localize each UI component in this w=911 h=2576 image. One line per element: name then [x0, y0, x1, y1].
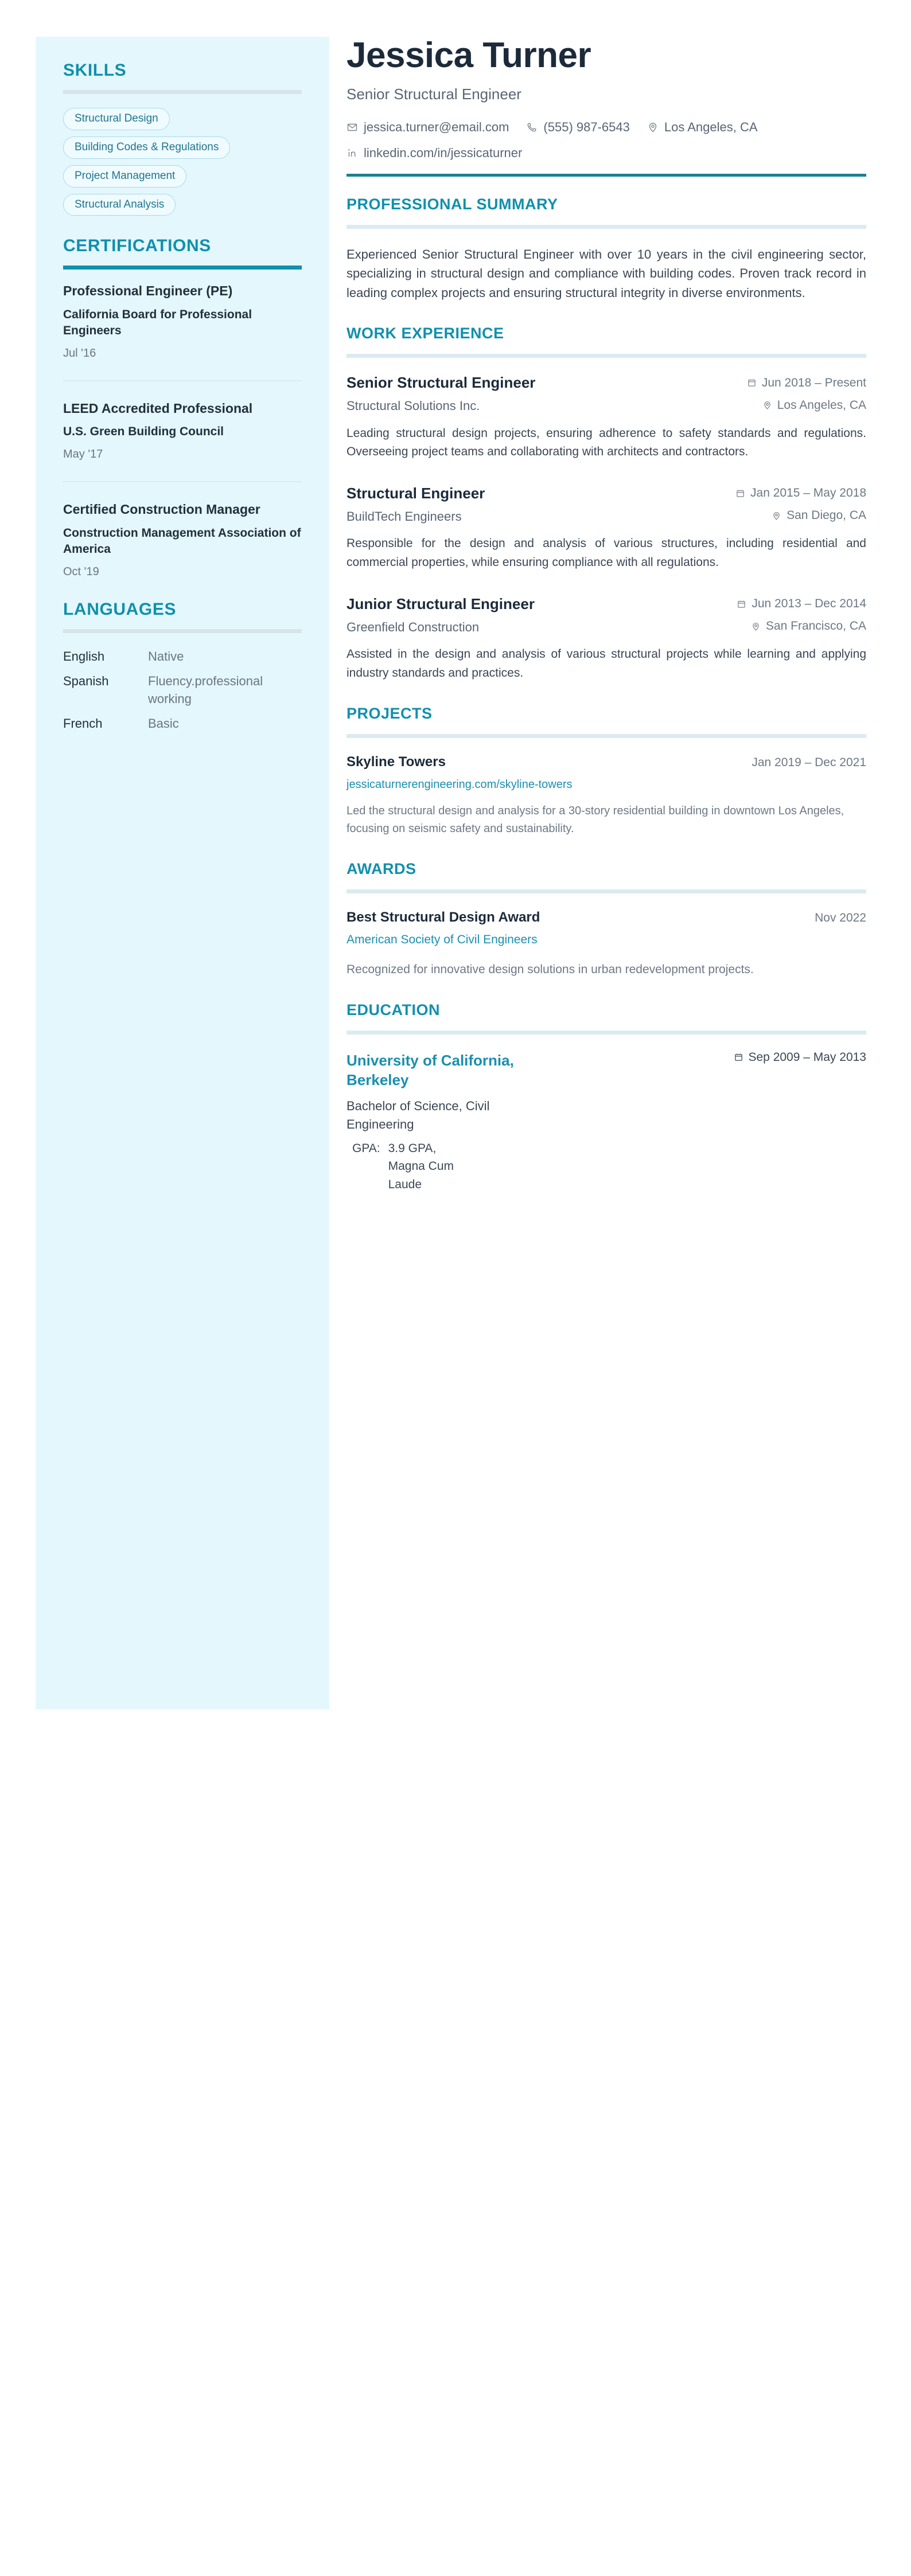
work-entry-subheader: [347, 398, 866, 414]
award-organization[interactable]: American Society of Civil Engineers: [347, 933, 538, 947]
award-entry: [347, 910, 866, 979]
location-pin-icon: [772, 511, 781, 521]
award-description: Recognized for innovative design solutions in urban redevelopment projects.: [347, 962, 754, 976]
certification-item: [63, 501, 302, 579]
contact-row-primary: [347, 119, 866, 136]
location-pin-icon: [751, 622, 761, 631]
work-entry-header: [347, 485, 866, 502]
work-location-text: San Diego, CA: [787, 509, 866, 522]
linkedin-icon: [347, 147, 358, 159]
languages-heading: LANGUAGES: [63, 600, 177, 619]
work-description: Responsible for the design and analysis of various structures, including residential and commercial properties, while ensuring compliance with all regulations.: [347, 537, 866, 569]
education-section: [347, 1002, 866, 1193]
education-school[interactable]: University of California, Berkeley: [347, 1051, 514, 1089]
summary-section: [347, 196, 866, 302]
awards-section: [347, 861, 866, 979]
language-item: [63, 715, 302, 732]
certification-date: Jul '16: [63, 346, 96, 360]
calendar-icon: [737, 599, 746, 609]
awards-heading: AWARDS: [347, 860, 416, 877]
work-dates-text: Jun 2013 – Dec 2014: [752, 597, 866, 611]
certification-issuer: U.S. Green Building Council: [63, 425, 224, 439]
calendar-icon: [747, 378, 757, 388]
work-job-title: Structural Engineer: [347, 484, 485, 502]
work-company: Structural Solutions Inc.: [347, 399, 480, 413]
work-location: [772, 509, 866, 522]
work-location-text: Los Angeles, CA: [777, 398, 866, 412]
work-entry-subheader: [347, 509, 866, 525]
skill-pill: Building Codes & Regulations: [63, 136, 230, 159]
work-dates-text: Jun 2018 – Present: [761, 376, 866, 389]
education-heading: EDUCATION: [347, 1001, 440, 1019]
work-dates: [735, 486, 866, 500]
certification-date: May '17: [63, 448, 103, 461]
certifications-list: [63, 282, 302, 579]
work-entry: [347, 485, 866, 572]
language-name: Spanish: [63, 674, 109, 689]
education-degree: Bachelor of Science, Civil Engineering: [347, 1099, 490, 1131]
sidebar: [36, 37, 329, 1709]
projects-divider: [347, 734, 866, 738]
skill-pill: Project Management: [63, 165, 186, 188]
education-dates-text: Sep 2009 – May 2013: [748, 1050, 866, 1064]
work-company: BuildTech Engineers: [347, 509, 462, 524]
projects-section: [347, 705, 866, 837]
project-dates-text: Jan 2019 – Dec 2021: [752, 756, 866, 770]
language-level: Fluency.professional working: [148, 674, 263, 706]
work-job-title: Junior Structural Engineer: [347, 595, 535, 612]
contact-location: [647, 119, 758, 136]
awards-divider: [347, 889, 866, 893]
award-date: [815, 911, 866, 925]
work-description: Leading structural design projects, ensuring adherence to safety standards and regulations. Overseeing project teams and collaborating with architects and contractors.: [347, 426, 866, 459]
work-entry-header: [347, 374, 866, 392]
work-location: [751, 619, 866, 633]
work-dates: [747, 376, 866, 390]
languages-divider: [63, 629, 302, 633]
summary-divider: [347, 225, 866, 229]
calendar-icon: [735, 489, 745, 498]
languages-list: [63, 648, 302, 732]
envelope-icon: [347, 122, 358, 133]
certification-issuer: California Board for Professional Engineers: [63, 307, 252, 337]
contact-phone-text: (555) 987-6543: [543, 120, 630, 135]
project-entry-header: [347, 754, 866, 771]
award-entry-header: [347, 910, 866, 926]
certification-item: [63, 282, 302, 381]
certifications-heading: CERTIFICATIONS: [63, 236, 211, 256]
education-gpa-value: 3.9 GPA, Magna Cum Laude: [388, 1141, 454, 1191]
work-entry: [347, 595, 866, 683]
work-heading: WORK EXPERIENCE: [347, 325, 504, 342]
work-entry-header: [347, 595, 866, 613]
candidate-name: Jessica Turner: [347, 36, 591, 75]
education-divider: [347, 1031, 866, 1035]
certification-name: LEED Accredited Professional: [63, 400, 253, 416]
work-divider: [347, 354, 866, 358]
language-level: Native: [148, 649, 184, 664]
skills-section: [63, 61, 302, 216]
work-entry: [347, 374, 866, 462]
education-gpa-row: [347, 1139, 866, 1194]
certifications-divider: [63, 266, 302, 270]
project-title: Skyline Towers: [347, 754, 446, 770]
work-dates-text: Jan 2015 – May 2018: [750, 486, 866, 500]
award-date-text: Nov 2022: [815, 911, 866, 924]
certification-issuer: Construction Management Association of America: [63, 526, 301, 556]
contact-phone[interactable]: [526, 119, 629, 136]
skill-pill: Structural Analysis: [63, 194, 176, 216]
language-name: French: [63, 716, 103, 731]
language-level: Basic: [148, 716, 179, 731]
contact-linkedin[interactable]: [347, 145, 522, 162]
work-job-title: Senior Structural Engineer: [347, 374, 536, 392]
contact-email[interactable]: [347, 119, 509, 136]
project-dates: [752, 756, 866, 770]
main-column: [347, 37, 866, 1216]
project-link[interactable]: jessicaturnerengineering.com/skyline-towers: [347, 778, 573, 791]
work-entry-subheader: [347, 619, 866, 635]
contact-email-text: jessica.turner@email.com: [364, 120, 509, 135]
contact-location-text: Los Angeles, CA: [664, 120, 758, 135]
summary-heading: PROFESSIONAL SUMMARY: [347, 196, 558, 213]
certification-name: Certified Construction Manager: [63, 502, 260, 517]
projects-heading: PROJECTS: [347, 705, 433, 723]
calendar-icon: [734, 1052, 743, 1062]
skill-pill: Structural Design: [63, 108, 170, 130]
education-entry: [347, 1051, 866, 1193]
location-pin-icon: [762, 400, 772, 410]
skills-heading: SKILLS: [63, 61, 127, 80]
language-item: [63, 648, 302, 665]
work-location-text: San Francisco, CA: [765, 619, 866, 633]
award-title: Best Structural Design Award: [347, 909, 540, 925]
certifications-section: [63, 236, 302, 579]
project-description: Led the structural design and analysis for a 30-story residential building in downtown Los Angeles, focusing on seismic safety and sustainability.: [347, 804, 844, 835]
language-name: English: [63, 649, 105, 664]
project-entry: [347, 754, 866, 838]
phone-icon: [526, 122, 538, 133]
work-company: Greenfield Construction: [347, 619, 480, 634]
work-location: [762, 399, 866, 412]
certification-item: [63, 400, 302, 482]
contact-row-secondary: [347, 145, 866, 162]
contact-linkedin-text: linkedin.com/in/jessicaturner: [364, 145, 523, 160]
skills-divider: [63, 90, 302, 94]
languages-section: [63, 600, 302, 732]
skills-list: [63, 108, 302, 216]
education-entry-header: [347, 1051, 866, 1090]
candidate-role: Senior Structural Engineer: [347, 85, 521, 103]
work-section: [347, 325, 866, 682]
work-description: Assisted in the design and analysis of various structural projects while learning and applying industry standards and practices.: [347, 647, 866, 680]
work-dates: [737, 597, 866, 611]
education-gpa-label: GPA:: [352, 1141, 380, 1155]
education-dates: [734, 1051, 867, 1064]
summary-text: Experienced Senior Structural Engineer with over 10 years in the civil engineering sector, specializing in structural design and compliance with building codes. Proven track record in leading complex projects and ensuring structural integrity in diverse environments.: [347, 247, 866, 300]
certification-date: Oct '19: [63, 565, 99, 579]
location-pin-icon: [647, 122, 659, 133]
language-item: [63, 673, 302, 708]
certification-name: Professional Engineer (PE): [63, 283, 233, 299]
header-divider: [347, 174, 866, 177]
